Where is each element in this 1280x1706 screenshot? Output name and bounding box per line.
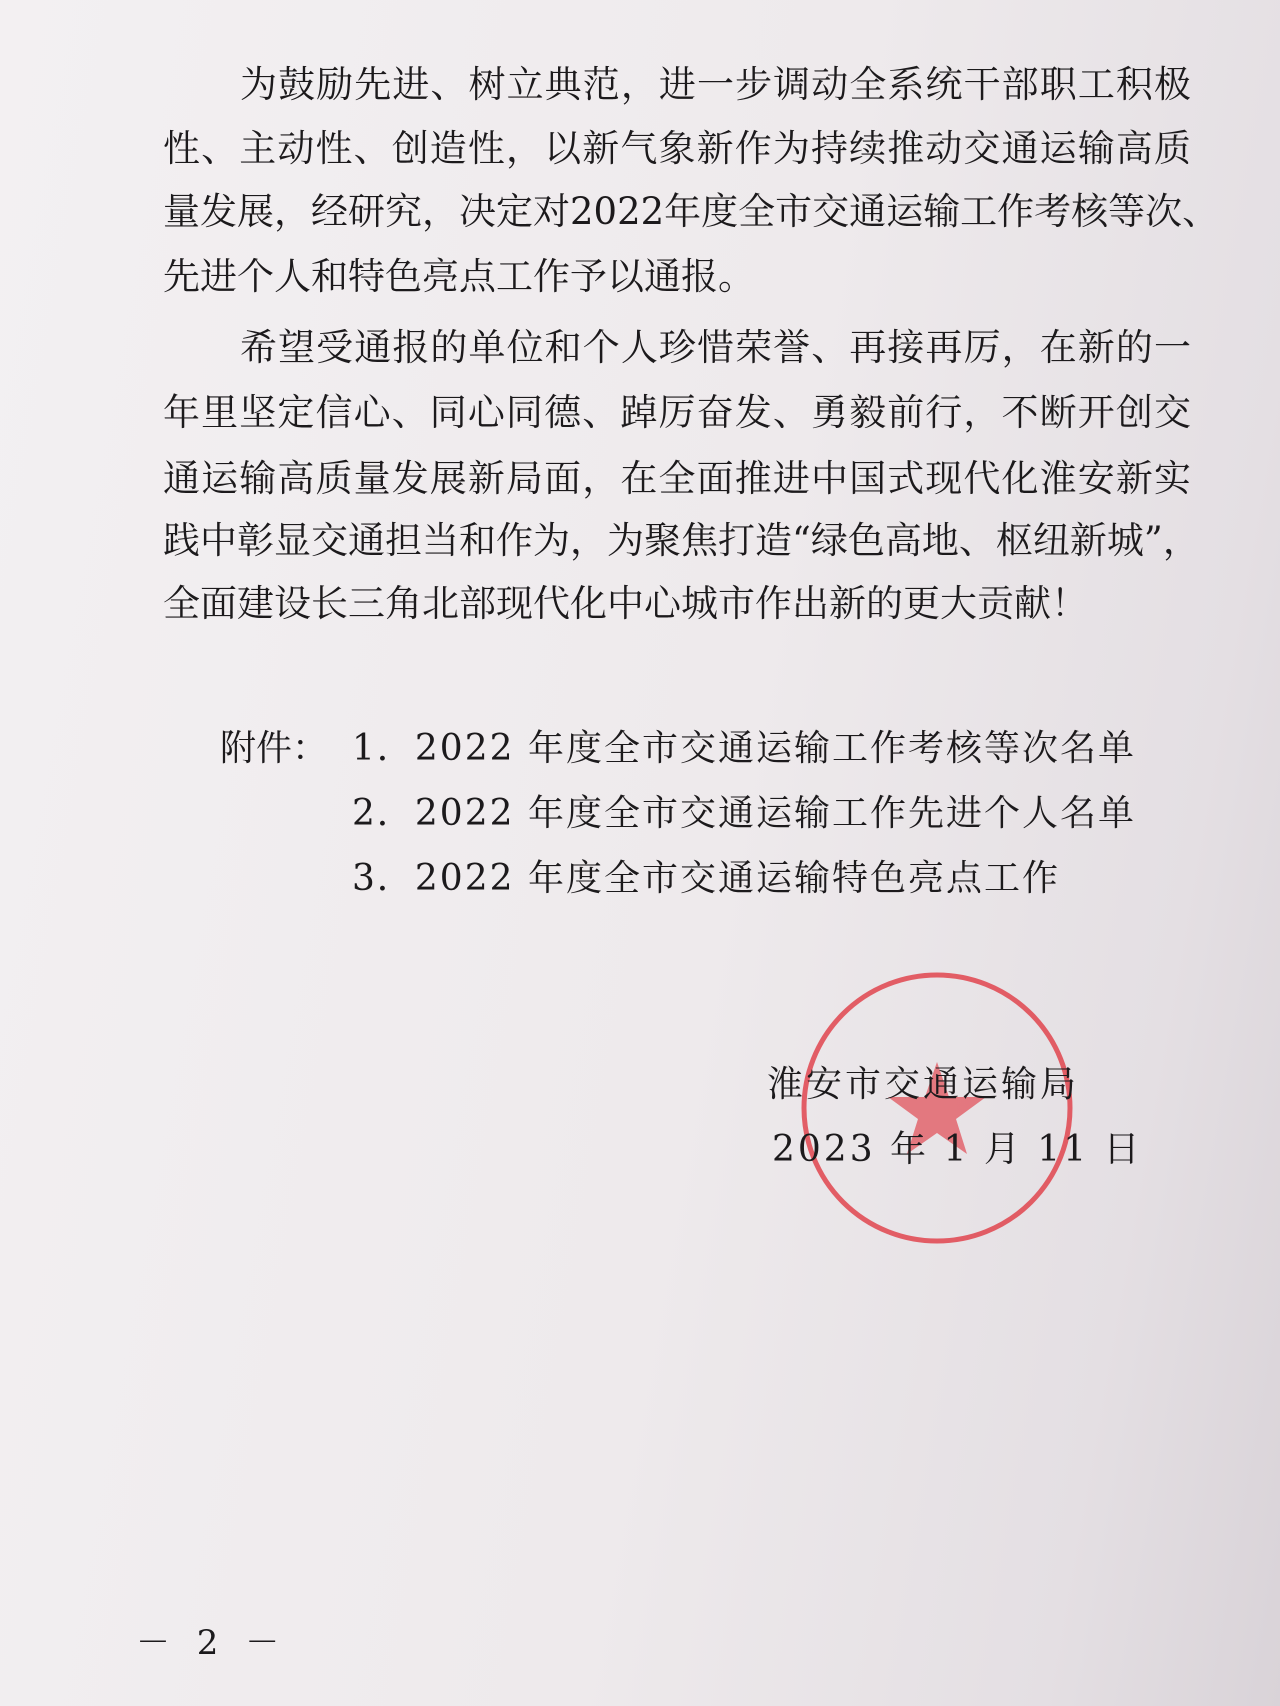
attachment-item: 3．2022 年度全市交通运输特色亮点工作 bbox=[352, 858, 1060, 899]
attachment-item: 1．2022 年度全市交通运输工作考核等次名单 bbox=[352, 728, 1136, 769]
signature-date: 2023 年 1 月 11 日 bbox=[772, 1129, 1143, 1170]
page-number: － 2 － bbox=[136, 1623, 288, 1663]
paragraph-1-line-1: 为鼓励先进、树立典范，进一步调动全系统干部职工积极 bbox=[240, 63, 1191, 106]
paragraph-1-line-4: 先进个人和特色亮点工作予以通报。 bbox=[163, 255, 755, 298]
official-seal-stamp bbox=[800, 967, 1075, 1250]
paragraph-1-line-3: 量发展，经研究，决定对2022年度全市交通运输工作考核等次、 bbox=[163, 190, 1220, 233]
paragraph-2-line-2: 年里坚定信心、同心同德、踔厉奋发、勇毅前行，不断开创交 bbox=[163, 391, 1191, 434]
paragraph-2-line-4: 践中彰显交通担当和作为，为聚焦打造“绿色高地、枢纽新城”， bbox=[163, 519, 1200, 562]
paragraph-2-line-3: 通运输高质量发展新局面，在全面推进中国式现代化淮安新实 bbox=[163, 457, 1191, 500]
signature-organization: 淮安市交通运输局 bbox=[767, 1064, 1080, 1105]
paragraph-2-line-1: 希望受通报的单位和个人珍惜荣誉、再接再厉，在新的一 bbox=[240, 326, 1191, 369]
attachment-item: 2．2022 年度全市交通运输工作先进个人名单 bbox=[352, 793, 1136, 834]
paragraph-1-line-2: 性、主动性、创造性，以新气象新作为持续推动交通运输高质 bbox=[163, 127, 1191, 170]
paragraph-2-line-5: 全面建设长三角北部现代化中心城市作出新的更大贡献！ bbox=[163, 582, 1088, 625]
attachments-label: 附件： bbox=[220, 728, 329, 769]
